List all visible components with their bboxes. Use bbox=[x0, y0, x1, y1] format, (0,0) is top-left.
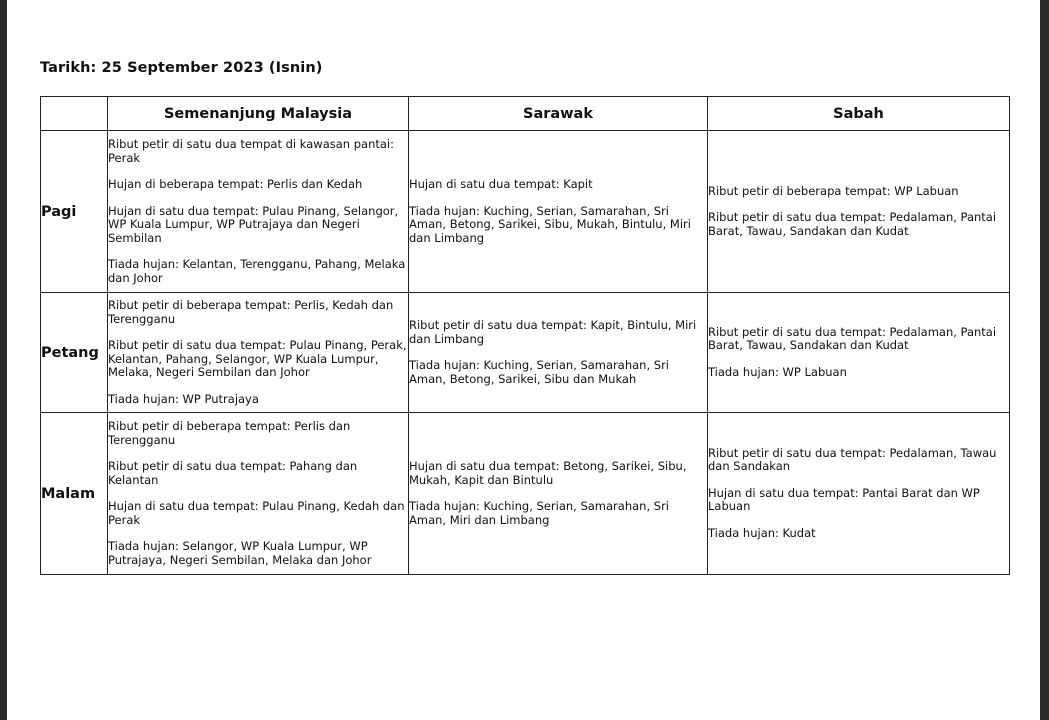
column-header-sarawak: Sarawak bbox=[409, 97, 708, 131]
right-dark-edge bbox=[1040, 0, 1049, 720]
forecast-line: Tiada hujan: WP Labuan bbox=[708, 364, 847, 379]
period-label-petang: Petang bbox=[41, 293, 108, 413]
cell-pagi-sabah bbox=[708, 131, 1010, 293]
forecast-line: Ribut petir di satu dua tempat di kawasan pantai: Perak bbox=[108, 137, 394, 165]
cell-malam-semenanjung bbox=[108, 413, 409, 575]
forecast-line: Tiada hujan: Kelantan, Terengganu, Pahang, Melaka dan Johor bbox=[108, 257, 406, 285]
forecast-line: Hujan di satu dua tempat: Pulau Pinang, Selangor, WP Kuala Lumpur, WP Putrajaya dan Negeri Sembilan bbox=[108, 203, 399, 245]
period-label-malam: Malam bbox=[41, 413, 108, 575]
forecast-line: Tiada hujan: Selangor, WP Kuala Lumpur, WP Putrajaya, Negeri Sembilan, Melaka dan Johor bbox=[108, 539, 372, 567]
forecast-line: Ribut petir di satu dua tempat: Pulau Pinang, Perak, Kelantan, Pahang, Selangor, WP Kuala Lumpur, Melaka, Negeri Sembilan dan Johor bbox=[108, 338, 407, 379]
forecast-line: Tiada hujan: Kuching, Serian, Samarahan, Sri Aman, Miri dan Limbang bbox=[409, 499, 669, 527]
left-dark-edge bbox=[0, 0, 7, 720]
date-title: Tarikh: 25 September 2023 (Isnin) bbox=[40, 60, 323, 76]
corner-cell bbox=[41, 97, 108, 131]
column-header-sabah: Sabah bbox=[708, 97, 1010, 131]
table-row-petang bbox=[41, 293, 1010, 413]
cell-malam-sabah bbox=[708, 413, 1010, 575]
forecast-line: Hujan di satu dua tempat: Pulau Pinang, Kedah dan Perak bbox=[108, 499, 405, 527]
forecast-line: Hujan di satu dua tempat: Kapit bbox=[409, 177, 593, 191]
forecast-line: Ribut petir di satu dua tempat: Kapit, Bintulu, Miri dan Limbang bbox=[409, 318, 697, 346]
forecast-line: Hujan di beberapa tempat: Perlis dan Kedah bbox=[108, 177, 363, 191]
cell-pagi-semenanjung bbox=[108, 131, 409, 293]
period-label-pagi: Pagi bbox=[41, 131, 108, 293]
forecast-line: Ribut petir di beberapa tempat: WP Labuan bbox=[708, 183, 959, 198]
forecast-line: Ribut petir di satu dua tempat: Pedalaman, Tawau dan Sandakan bbox=[708, 445, 997, 474]
forecast-line: Ribut petir di satu dua tempat: Pedalaman, Pantai Barat, Tawau, Sandakan dan Kudat bbox=[708, 324, 997, 353]
forecast-table bbox=[40, 96, 1010, 575]
header-row bbox=[41, 97, 1010, 131]
cell-petang-sabah bbox=[708, 293, 1010, 413]
forecast-line: Ribut petir di satu dua tempat: Pedalaman, Pantai Barat, Tawau, Sandakan dan Kudat bbox=[708, 210, 997, 238]
forecast-line: Tiada hujan: WP Putrajaya bbox=[108, 391, 259, 406]
forecast-line: Ribut petir di beberapa tempat: Perlis dan Terengganu bbox=[108, 419, 351, 447]
cell-petang-sarawak bbox=[409, 293, 708, 413]
cell-pagi-sarawak bbox=[409, 131, 708, 293]
column-header-semenanjung: Semenanjung Malaysia bbox=[108, 97, 409, 131]
cell-petang-semenanjung bbox=[108, 293, 409, 413]
forecast-line: Hujan di satu dua tempat: Pantai Barat dan WP Labuan bbox=[708, 485, 980, 514]
forecast-line: Ribut petir di beberapa tempat: Perlis, Kedah dan Terengganu bbox=[108, 298, 394, 326]
cell-malam-sarawak bbox=[409, 413, 708, 575]
forecast-line: Tiada hujan: Kudat bbox=[708, 525, 816, 540]
forecast-line: Hujan di satu dua tempat: Betong, Sarikei, Sibu, Mukah, Kapit dan Bintulu bbox=[409, 459, 687, 487]
table-row-pagi bbox=[41, 131, 1010, 293]
forecast-line: Tiada hujan: Kuching, Serian, Samarahan, Sri Aman, Betong, Sarikei, Sibu dan Mukah bbox=[409, 358, 669, 386]
table-row-malam bbox=[41, 413, 1010, 575]
forecast-line: Ribut petir di satu dua tempat: Pahang dan Kelantan bbox=[108, 459, 358, 487]
forecast-line: Tiada hujan: Kuching, Serian, Samarahan, Sri Aman, Betong, Sarikei, Sibu, Mukah, Bintulu, Miri dan Limbang bbox=[409, 203, 691, 245]
